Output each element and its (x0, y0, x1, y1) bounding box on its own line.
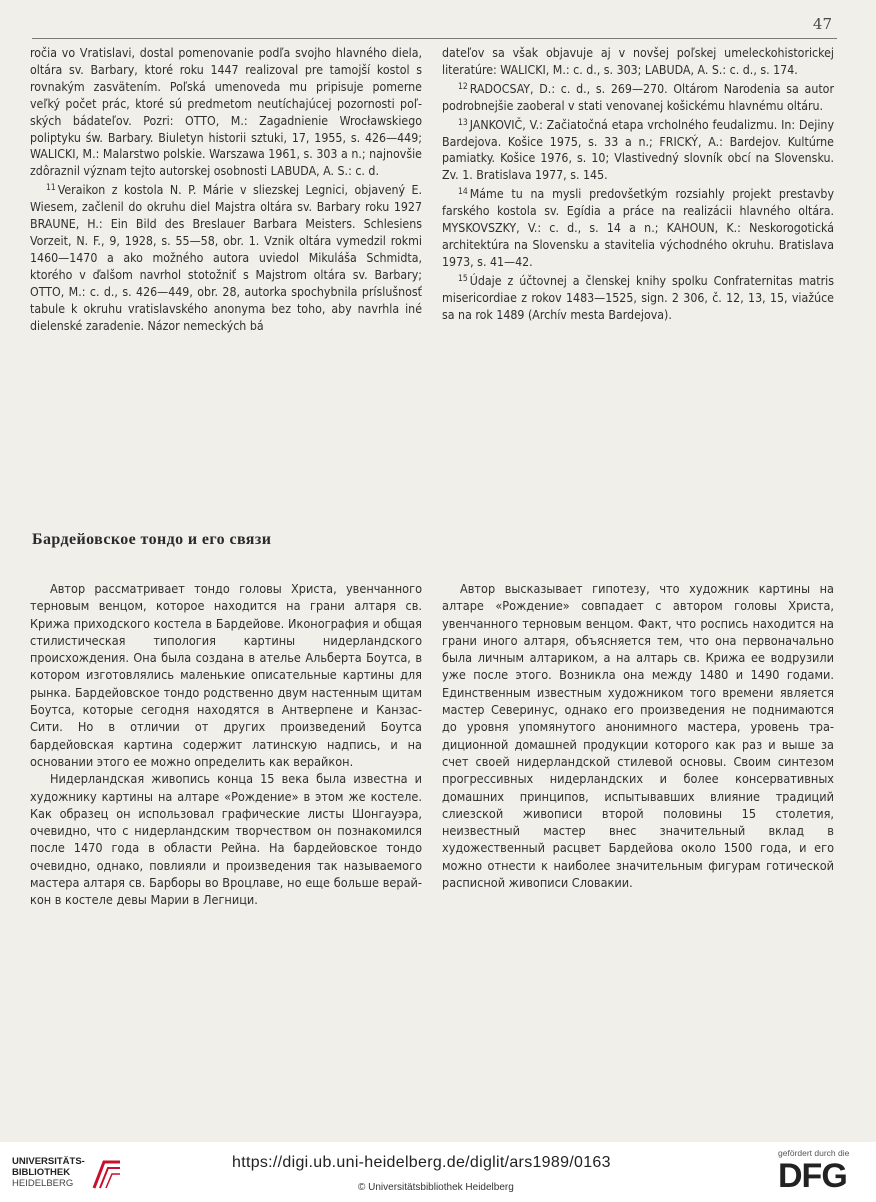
footnote-number: 15 (458, 273, 468, 284)
university-library-logo[interactable] (12, 1156, 132, 1192)
page-number: 47 (812, 15, 832, 33)
footnote-11 (30, 180, 422, 334)
footnotes-left-column (30, 45, 422, 334)
footnote-13 (442, 115, 834, 185)
summary-paragraph: Нидерландская живопись конца 15 века была известна и художнику картины на алтаре «Рождение» в этом же костеле. Как образец он использовал графические листы Шонгауэра, очевидно, что с нидерландским творчеством он познакомился после 1470 года в области Рейна. На бардейовское тондо очевидно, однако, повлияли и произведения так называемого мастера алтаря св. Барборы во Вроцлаве, но еще больше верайкон в костеле девы Марии в Легници. (30, 771, 422, 908)
summary-paragraph: Автор рассматривает тондо головы Христа, увенчанного терновым венцом, которое находится на грани алтаря св. Крижа приходского костела в Бардейове. Иконография и общая стилистическая типология картины нидерландского происхождения. Она была создана в ателье Альберта Боутса, в котором изготовлялись маленькие описательные картины для рынка. Бардейовское тондо родственно двум настенным щитам Боутса, которые сегодня находятся в Антверпене и Канзас-Сити. Но в отличии от других произведений Боутса бардейовская картина содержит латинскую надпись, и на основании этого ее можно определить как верайкон. (30, 581, 422, 769)
summary-title: Бардейовское тондо и его связи (32, 531, 272, 548)
footnote-number: 11 (46, 183, 56, 194)
footnote-15 (442, 271, 834, 324)
footnote-14 (442, 184, 834, 271)
footnote-number: 14 (458, 187, 468, 198)
footnote-number: 13 (458, 117, 468, 128)
library-name-line: UNIVERSITÄTS- (12, 1156, 85, 1167)
footnote-11-continuation: dateľov sa však objavuje aj v novšej poľskej umeleckohistorickej literatúre: WALICKI, M.: c. d., s. 303; LABUDA, A. S.: c. d., s. 174. (442, 46, 834, 77)
viewer-footer (0, 1142, 876, 1202)
footnote-text: Máme tu na mysli predovšetkým rozsiahly projekt prestavby farského kostola sv. Egídia a práce na realizácii hlavného oltára. MYSKOVSZKY, V.: c. d., s. 14 a n.; KAHOUN, K.: Neskorogotická architektúra na Slovensku a stavitelia východného okruhu. Bratislava 1973, s. 41—42. (442, 187, 834, 269)
footnote-text: Údaje z účtovnej a členskej knihy spolku Confraternitas matris misericordiae z rokov 1483—1525, sign. 2 306, č. 12, 13, 15, viažúce sa na rok 1489 (Archív mesta Bardejova). (442, 273, 834, 322)
footnote-text: JANKOVIČ, V.: Začiatočná etapa vrcholného feudalizmu. In: Dejiny Bardejova. Košice 1975, s. 33 a n.; FRICKÝ, A.: Bardejov. Kultúrne pamiatky. Košice 1976, s. 10; Vlastivedný slovník obcí na Slovensku. Zv. 1. Bratislava 1977, s. 145. (442, 117, 834, 183)
copyright-text: © Universitätsbibliothek Heidelberg (358, 1182, 514, 1193)
summary-left-column (30, 580, 422, 909)
dfg-caption: gefördert durch die (778, 1148, 850, 1158)
doi-link[interactable]: https://digi.ub.uni-heidelberg.de/diglit/ars1989/0163 (232, 1154, 611, 1171)
library-name (12, 1156, 85, 1189)
summary-paragraph: Автор высказывает гипотезу, что художник картины на алтаре «Рождение» совпадает с автором головы Христа, увенчанного терновым венцом. Факт, что роспись находится на грани иного алтаря, объясняется тем, что она первоначально была личным алтариком, а на алтарь св. Крижа ее водрузили уже после этого. Возникла она между 1480 и 1490 годами. Единственным известным художником того времени является мастер Северинус, однако его произведения не поднимаются до уровня упомянутого анонимного мастера, уровень традиционной домашней продукции которого как раз и выше за счет своей нидерландской стилевой основы. Своим синтезом прогрессивных нидерландских и более консервативных домашних принципов, испытывавших влияние традиций слиезской живописи второй половины 15 столетия, неизвестный мастер внес значительный вклад в художественный расцвет Бардейова около 1500 года, и его можно отнести к наиболее значительным фигурам готической расписной живописи Словакии. (442, 581, 834, 891)
footnotes-right-column (442, 45, 834, 324)
header-rule (32, 38, 837, 39)
summary-right-column (442, 580, 834, 891)
library-name-line: BIBLIOTHEK (12, 1167, 71, 1178)
footnote-number: 12 (458, 81, 468, 92)
ub-emblem-icon (90, 1158, 124, 1190)
footnote-text: Veraikon z kostola N. P. Márie v sliezskej Legnici, objavený E. Wiesem, začlenil do okruhu diel Majstra oltára sv. Barbary roku 1927 BRAUNE, H.: Ein Bild des Breslauer Barbara Meisters. Schlesiens Vorzeit, N. F., 9, 1928, s. 55—58, obr. 1. Vznik oltára vymedzil rokmi 1460—1470 a ako možného autora uviedol Mikuláša Schmidta, ktorého v ďalšom navrhol stotožniť s Majstrom oltára sv. Barbary; OTTO, M.: c. d., s. 426—449, obr. 28, autorka spochybnila príslušnosť tabule k okruhu vratislavského anonyma bez toho, aby navrhla iné dielenské zaradenie. Názor nemeckých bá (30, 183, 422, 333)
footnote-12 (442, 79, 834, 115)
dfg-logo[interactable] (778, 1148, 864, 1196)
dfg-wordmark: DFG (778, 1157, 847, 1195)
library-name-line: HEIDELBERG (12, 1178, 74, 1189)
footnote-10-continuation: ročia vo Vratislavi, dostal pomenovanie podľa svojho hlavného diela, oltára sv. Barbary, ktoré roku 1447 realizoval pre tamojší kostol s rovnakým zasvätením. Poľská umenoveda mu pripisuje pomerne veľký počet prác, ktoré sú predmetom neutíchajúcej pozornosti poľských bádateľov. Pozri: OTTO, M.: Zagadnienie Wrocławskiego poliptyku św. Barbary. Biuletyn historii sztuki, 17, 1955, s. 426—449; WALICKI, M.: Malarstwo polskie. Warszawa 1961, s. 303 a n.; najnovšie zdôraznil význam tejto autorskej osobnosti LABUDA, A. S.: c. d. (30, 46, 422, 179)
footnote-text: RADOCSAY, D.: c. d., s. 269—270. Oltárom Narodenia sa autor podrobnejšie zaoberal v stati venovanej košickému hlavnému oltáru. (442, 81, 834, 113)
